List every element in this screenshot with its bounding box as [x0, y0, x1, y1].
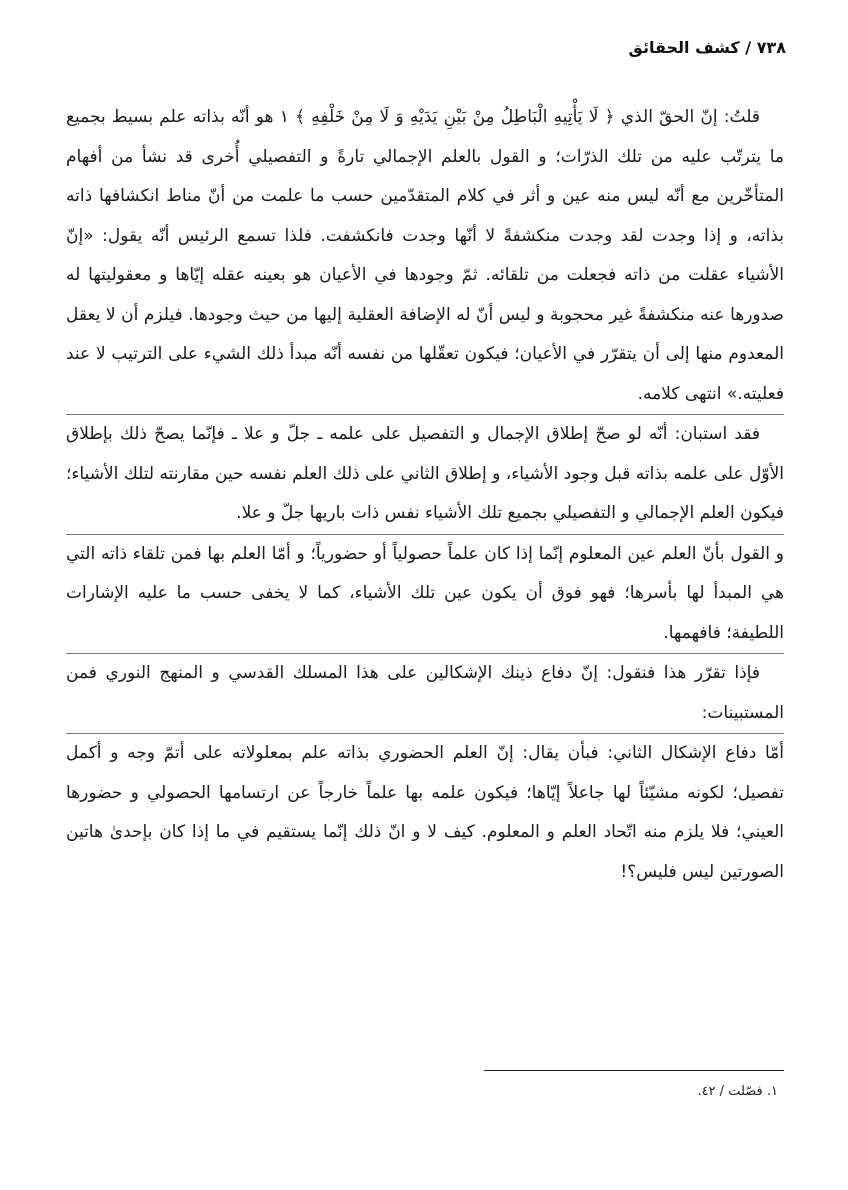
paragraph: و القول بأنّ العلم عين المعلوم إنّما إذا كان علماً حصولياً أو حضورياً؛ و أمّا العلم بها فمن تلقاء ذاته التي هي المبدأ لها بأسرها؛ فهو فوق أن يكون عين تلك الأشياء، كما لا يخفى حسب ما عليه الإشارات اللطيفة؛ فافهمها.: [66, 534, 784, 654]
paragraph: فقد استبان: أنّه لو صحّ إطلاق الإجمال و التفصيل على علمه ـ جلّ و علا ـ فإنّما يصحّ ذلك بإطلاق الأوّل على علمه بذاته قبل وجود الأشياء، و إطلاق الثاني على ذلك العلم نفسه حين مقارنته لتلك الأشياء؛ فيكون العلم الإجمالي و التفصيلي بجميع تلك الأشياء نفس ذات باريها جلّ و علا.: [66, 414, 784, 534]
paragraph: أمّا دفاع الإشكال الثاني: فبأن يقال: إنّ العلم الحضوري بذاته علم بمعلولاته على أتمّ وجه و أكمل تفصيل؛ لكونه مشيّئاً لها جاعلاً إيّاها؛ فيكون علمه بها علماً خارجاً عن ارتسامها الحصولي و حضورها العيني؛ فلا يلزم منه اتّحاد العلم و المعلوم. كيف لا و انّ ذلك إنّما يستقيم في ما إذا كان بإحدىٰ هاتين الصورتين ليس فليس؟!: [66, 733, 784, 892]
main-text: [66, 98, 784, 892]
footnote: ١. فصّلت / ٤٢.: [697, 1084, 778, 1099]
paragraph: قلتُ: إنّ الحقّ الذي ﴿ لَا يَأْتِيهِ الْبَاطِلُ مِنْ بَيْنِ يَدَيْهِ وَ لَا مِنْ خَلْفِهِ ﴾ ١ هو أنّه بذاته علم بسيط بجميع ما يترتّب عليه من تلك الذرّات؛ و القول بالعلم الإجمالي تارةً و التفصيلي أُخرى قد نشأ من أفهام المتأخّرين مع أنّه ليس منه عين و أثر في كلام المتقدّمين حسب ما علمت من أنّ مناط انكشافها ذاته بذاته، و إذا وجدت لقد وجدت منكشفةً لا أنّها وجدت فانكشفت. فلذا تسمع الرئيس أنّه يقول: «إنّ الأشياء عقلت من ذاته فجعلت من تلقائه. ثمّ وجودها في الأعيان هو بعينه عقله إيّاها و معقوليتها له صدورها عنه منكشفةً غير محجوبة و ليس أنّ له الإضافة العقلية إليها من حيث وجودها. فيلزم أن لا يعقل المعدوم منها إلى أن يتقرّر في الأعيان؛ فيكون تعقّلها من نفسه أنّه مبدأ ذلك الشيء على الترتيب لا عند فعليته.» انتهى كلامه.: [66, 107, 784, 404]
paragraph: فإذا تقرّر هذا فنقول: إنّ دفاع ذينك الإشكالين على هذا المسلك القدسي و المنهج النوري فمن المستبينات:: [66, 653, 784, 733]
running-head: ٧٣٨ / كشف الحقائق: [628, 38, 786, 57]
footnote-separator: [484, 1070, 784, 1071]
